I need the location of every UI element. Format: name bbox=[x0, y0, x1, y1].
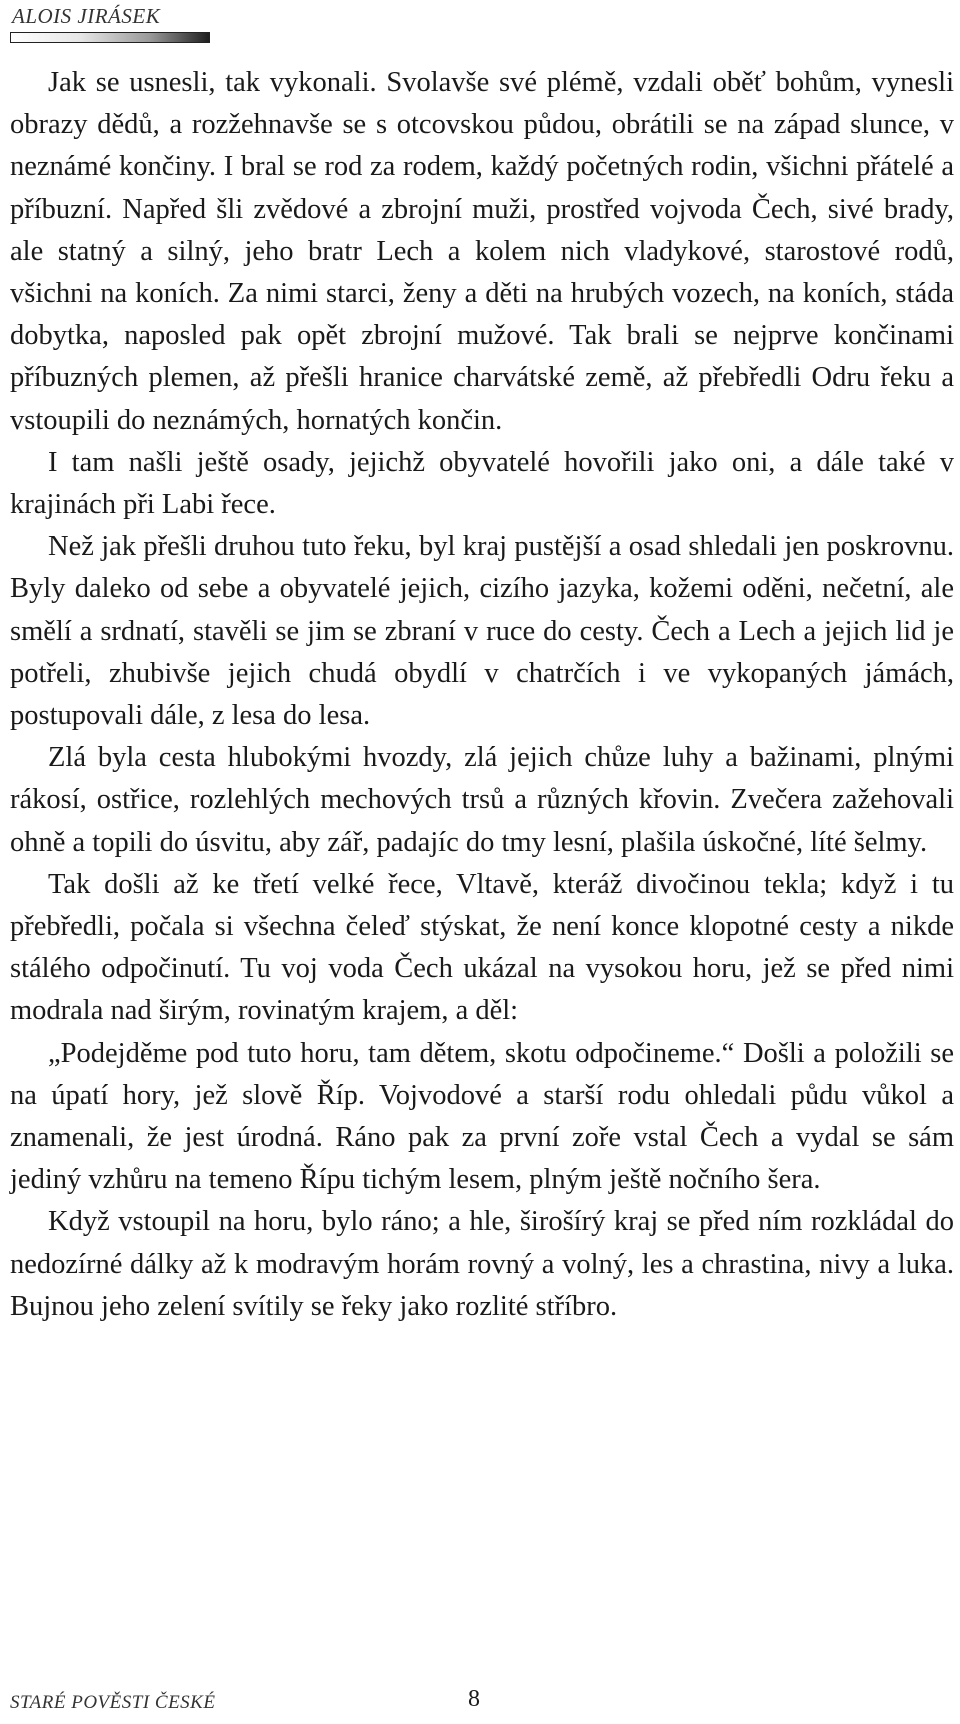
paragraph: Když vstoupil na horu, bylo ráno; a hle, širošírý kraj se před ním rozkládal do nedozírné dálky až k modravým horám rovný a volný, les a chrastina, nivy a luka. Bujnou jeho zelení svítily se řeky jako rozlité stříbro. bbox=[10, 1206, 954, 1322]
footer-book-title: STARÉ POVĚSTI ČESKÉ bbox=[10, 1692, 216, 1713]
paragraph: Jak se usnesli, tak vykonali. Svolavše své plémě, vzdali oběť bohům, vynesli obrazy dědů, a rozžehnavše se s otcovskou půdou, obrátili se na západ slunce, v neznámé končiny. I bral se rod za rodem, každý početných rodin, všichni přátelé a příbuzní. Napřed šli zvědové a zbrojní muži, prostřed vojvoda Čech, sivé brady, ale statný a silný, jeho bratr Lech a kolem nich vladykové, starostové rodů, všichni na koních. Za nimi starci, ženy a děti na hrubých vozech, na koních, stáda dobytka, naposled pak opět zbrojní mužové. Tak brali se nejprve končinami příbuzných plemen, až přešli hranice charvátské země, až přebředli Odru řeku a vstoupili do neznámých, hornatých končin. bbox=[10, 67, 954, 436]
paragraph: „Podejděme pod tuto horu, tam dětem, skotu odpočineme.“ Došli a položili se na úpatí hory, jež slově Říp. Vojvodové a starší rodu ohledali půdu vůkol a znamenali, že jest úrodná. Ráno pak za první zoře vstal Čech a vydal se sám jediný vzhůru na temeno Řípu tichým lesem, plným ještě nočního šera. bbox=[10, 1037, 954, 1196]
paragraph: Než jak přešli druhou tuto řeku, byl kraj pustější a osad shledali jen poskrovnu. Byly daleko od sebe a obyvatelé jejich, cizího jazyka, kožemi oděni, nečetní, ale smělí a srdnatí, stavěli se jim se zbraní v ruce do cesty. Čech a Lech a jejich lid je potřeli, zhubivše jejich chudá obydlí v chatrčích i ve vykopaných jámách, postupovali dále, z lesa do lesa. bbox=[10, 531, 954, 732]
paragraph: Zlá byla cesta hlubokými hvozdy, zlá jejich chůze luhy a bažinami, plnými rákosí, ostřice, rozlehlých mechových trsů a různých křovin. Zvečera zažehovali ohně a topili do úsvitu, aby zář, padajíc do tmy lesní, plašila úskočné, líté šelmy. bbox=[10, 742, 954, 858]
page-number: 8 bbox=[468, 1686, 480, 1712]
header-gradient-rule bbox=[10, 32, 210, 43]
paragraph: Tak došli až ke třetí velké řece, Vltavě, kteráž divočinou tekla; když i tu přebředli, počala si všechna čeleď stýskat, že není konce klopotné cesty a nikde stálého odpočinutí. Tu voj voda Čech ukázal na vysokou horu, jež se před nimi modrala nad širým, rovinatým krajem, a děl: bbox=[10, 868, 954, 1027]
paragraph: I tam našli ještě osady, jejichž obyvatelé hovořili jako oni, a dále také v krajinách při Labi řece. bbox=[10, 446, 954, 521]
body-text bbox=[10, 62, 954, 1328]
running-head-author: ALOIS JIRÁSEK bbox=[12, 4, 161, 28]
